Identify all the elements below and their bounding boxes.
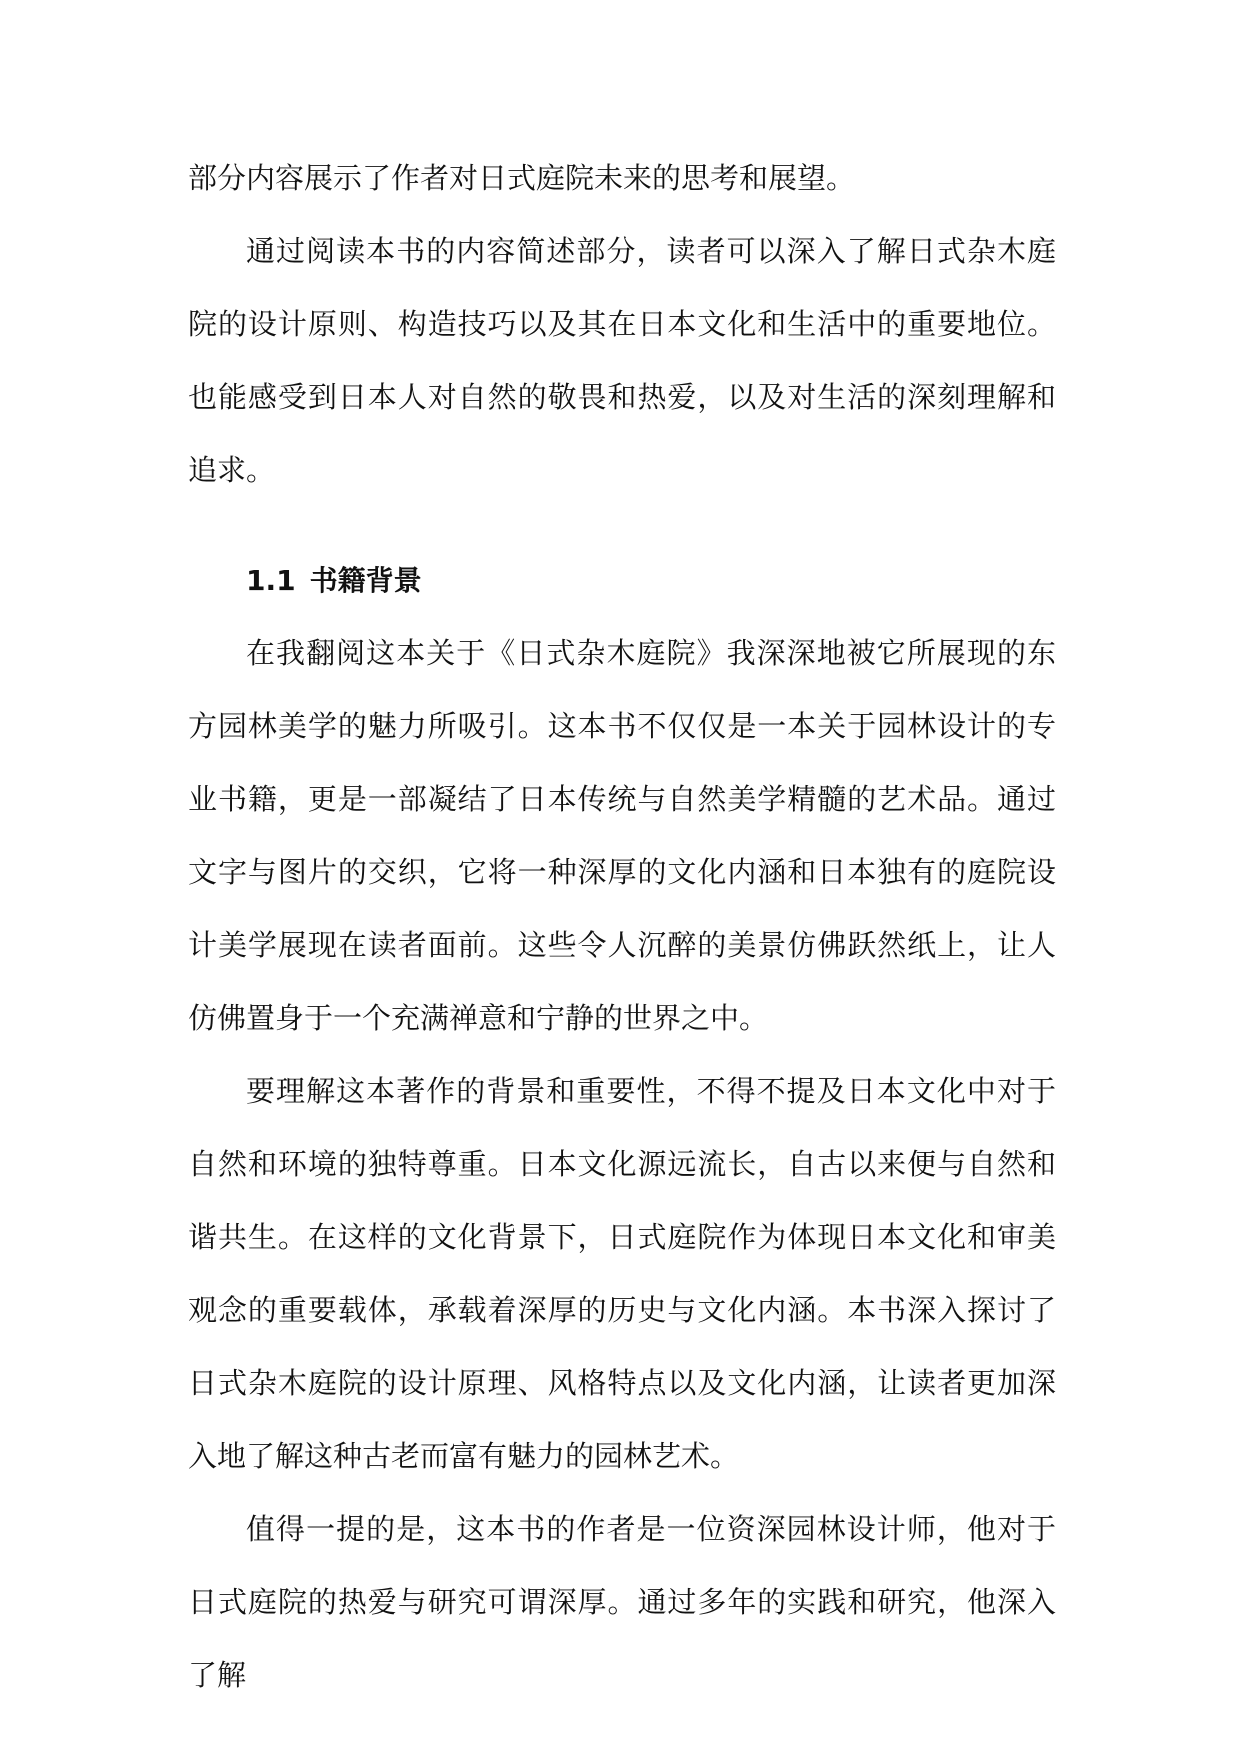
section-title: 书籍背景 <box>309 564 422 597</box>
paragraph-cultural-background: 要理解这本著作的背景和重要性，不得不提及日本文化中对于自然和环境的独特尊重。日本文化源远流长，自古以来便与自然和谐共生。在这样的文化背景下，日式庭院作为体现日本文化和审美观念的重要载体，承载着深厚的历史与文化内涵。本书深入探讨了日式杂木庭院的设计原理、风格特点以及文化内涵，让读者更加深入地了解这种古老而富有魅力的园林艺术。 <box>188 1074 1056 1473</box>
paragraph-book-intro: 在我翻阅这本关于《日式杂木庭院》我深深地被它所展现的东方园林美学的魅力所吸引。这本书不仅仅是一本关于园林设计的专业书籍，更是一部凝结了日本传统与自然美学精髓的艺术品。通过文字与图片的交织，它将一种深厚的文化内涵和日本独有的庭院设计美学展现在读者面前。这些令人沉醉的美景仿佛跃然纸上，让人仿佛置身于一个充满禅意和宁静的世界之中。 <box>188 636 1056 1035</box>
paragraph-continuation: 部分内容展示了作者对日式庭院未来的思考和展望。 <box>188 161 856 195</box>
document-body <box>188 142 1056 1712</box>
section-number: 1.1 <box>246 564 296 597</box>
paragraph-summary: 通过阅读本书的内容简述部分，读者可以深入了解日式杂木庭院的设计原则、构造技巧以及其在日本文化和生活中的重要地位。也能感受到日本人对自然的敬畏和热爱，以及对生活的深刻理解和追求。 <box>188 234 1056 487</box>
paragraph-author: 值得一提的是，这本书的作者是一位资深园林设计师，他对于日式庭院的热爱与研究可谓深厚。通过多年的实践和研究，他深入了解 <box>188 1512 1056 1692</box>
section-heading <box>188 544 1056 617</box>
